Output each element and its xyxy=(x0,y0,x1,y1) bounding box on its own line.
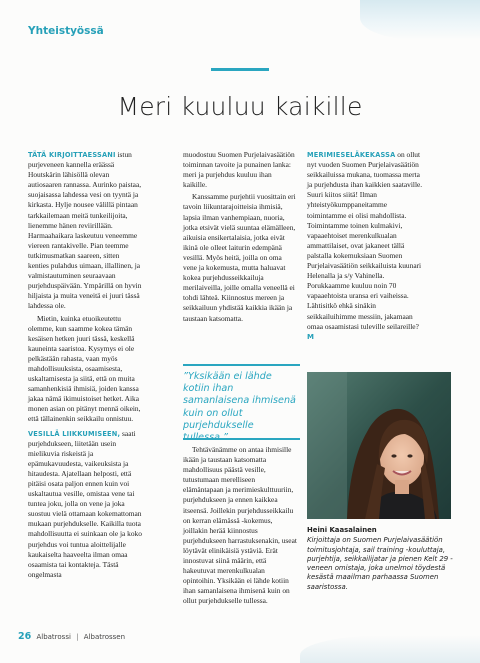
paragraph-text: istun purjeveneen kannella eräässä Houtskärin lähisöllä olevan autiosaaren rannassa. Aurinko paistaa, suojaisassa lahdessa vesi on tyyntä ja kirkasta. Hylje nousee välillä pintaan tarkkailemaan meitä tunkeilijoita, lienemme hänen reviirillään. Harmaahaikara laskeutuu veneemme viereen rantakivelle. Pian teemme tutkimusmatkan saareen, sitten kenties pulahdus uimaan, illallinen, ja valmistautuminen seuraavaan purjehduspäivään. Ympärillä on hyvin hiljaista ja muita veneitä ei juuri tässä lahdessa ole. xyxy=(28,150,142,311)
article-headline: Meri kuuluu kaikille xyxy=(117,92,363,121)
quote-rule-bottom xyxy=(183,438,300,440)
accent-rule xyxy=(211,68,269,71)
article-column-2-top xyxy=(183,150,297,326)
paragraph: Tehtävänämme on antaa ihmisille ikään ja taustaan katsomatta mahdollisuus päästä vesille, tutustumaan merelliseen elämäntapaan ja merimieskulttuuriin, purjehdukseen ja ennen kaikkea itseensä. Joillekin purjehdusseikkailu on kerran elämässä -kokemus, joillakin herää kiinnostus purjehdukseen harrastuksenakin, useat löytävät elinikäisiä ystäviä. Erät innostuvat siinä määrin, että hakeutuvat merenkulkualan opintoihin. Yksikään ei lähde kotiin ihan samanlaisena ihmisenä kuin on ollut purjehdukselle tullessa. xyxy=(183,445,297,606)
pull-quote: ”Yksikään ei lähde kotiin ihan samanlaisena ihmisenä kuin on ollut purjehdukselle xyxy=(183,371,296,431)
paragraph xyxy=(28,150,142,312)
photo-caption xyxy=(307,526,453,592)
author-portrait xyxy=(307,372,451,519)
paragraph: muodostuu Suomen Purjelaivasäätiön toiminnan tavoite ja punainen lanka: meri ja purjehdus kuuluu ihan kaikille. xyxy=(183,150,295,190)
paragraph xyxy=(307,150,424,342)
decorative-wave-top xyxy=(360,0,480,40)
caption-name: Heini Kaasalainen xyxy=(307,526,377,534)
paragraph: Mietin, kuinka etuoikeutettu olemme, kun saamme kokea tämän kesäisen hetken juuri tässä, keskellä kauneinta saaristoa. Kysymys ei ole pelkästään rahasta, vaan myös mahdollisuuksista, osaamisesta, uskaltamisesta ja siitä, että on muita samanhenkisiä ihmisiä, joiden kanssa jakaa nämä ikimuistoiset hetket. Aika monen asian on pitänyt mennä oikein, että tällainenkin seikkailu onnistuu. xyxy=(28,313,141,424)
end-mark-icon: M xyxy=(307,332,314,341)
paragraph-text: on ollut nyt vuoden Suomen Purjelaivasäätiön seikkailuissa mukana, tuomassa merta ja purjehdusta ihan kaikkien saataville. Suuri kiitos siitä! Ilman yhteistyökumppaneitamme toimintamme ei olisi mahdollista. Toimintamme toinen kulmakivi, vapaaehtoiset merenkulkualan ammattilaiset, ovat jakaneet tällä palstalla kokemuksiaan Suomen Purjelaivasäätiön seikkailuista kuunari Helenalla ja s/y Vahinella. Porukkaamme kuuluu noin 70 vapaaehtoista uransa eri vaiheissa. Lähtisitkö ehkä sinäkin seikkailuihimme messiin, jakamaan omaa osaamistasi tuleville seilareille? xyxy=(307,150,423,331)
page-footer xyxy=(18,631,125,642)
section-label: Yhteistyössä xyxy=(28,25,104,37)
page-number: 26 xyxy=(18,631,32,642)
decorative-wave-bottom xyxy=(300,635,480,663)
lead-in: VESILLÄ LIIKKUMISEEN, xyxy=(28,429,121,438)
lead-in: MERIMIESELÄKEKASSA xyxy=(307,151,396,159)
magazine-name-alt: Albatrossen xyxy=(83,633,126,641)
portrait-illustration xyxy=(307,372,451,519)
lead-in: TÄTÄ KIRJOITTAESSANI xyxy=(28,151,116,159)
quote-rule-top xyxy=(183,364,300,366)
paragraph xyxy=(28,429,142,580)
article-column-1 xyxy=(28,150,142,582)
magazine-name: Albatrossi xyxy=(36,633,71,641)
caption-description: Kirjoittaja on Suomen Purjelaivasäätiön toimitusjohtaja, sail training -kouluttaja, purjehtija, seikkailijatar ja pienen Kelt 29 -veneen omistaja, joka unelmoi töydestä kesästä maailman parhaassa Suomen saaristossa. xyxy=(307,536,453,591)
paragraph-text: saati purjehdukseen, liitetään usein mielikuvia riskeistä ja epämukavuudesta, vaikeuksista ja hitaudesta. Ajatellaan helposti, että pitäisi osata paljon ennen kuin voi uskaltautua vesille, omistaa vene tai tuntea joku, jolla on vene ja joka suostuu vielä ottamaan kokemattoman mukaan purjehdukselle. Kaikilla tuota mahdollisuutta ei suinkaan ole ja koko purjehdus voi tuntua aloittelijalle kaukaiselta haaveelta ilman omaa osaamista tai kontakteja. Tästä ongelmasta xyxy=(28,428,142,579)
footer-separator: | xyxy=(76,633,79,641)
article-column-3 xyxy=(307,150,424,344)
article-column-2-bottom xyxy=(183,445,297,609)
paragraph: Kanssamme purjehtii vuosittain eri tavoin liikuntarajoitteisia ihmisiä, lapsia ilman vanhempiaan, nuoria, jotka etsivät vielä suuntaa elämälleen, aikuisia ensikertalaisia, jotka eivät ikinä ole olleet laiturin edempänä vesillä. Myös heitä, joilla on oma vene ja kokemusta, mutta haluavat kokea purjehdusseikkailuja merilaiveilla, joille omalla veneellä ei tohdi lähteä. Kiinnostus mereen ja seikkailuun yhdistää kaikkia ikään ja taustaan katsomatta. xyxy=(183,192,296,323)
